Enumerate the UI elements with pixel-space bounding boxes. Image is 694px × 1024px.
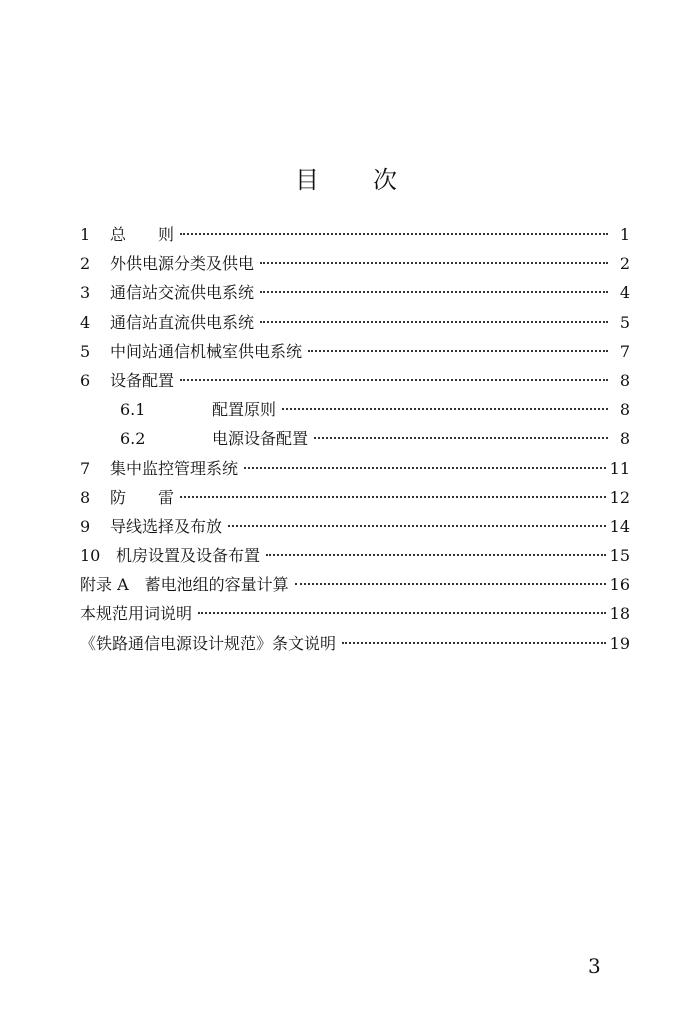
toc-entry-title: 外供电源分类及供电 xyxy=(110,254,255,274)
dot-leader xyxy=(266,554,606,556)
toc-entry-number: 9 xyxy=(80,516,91,536)
toc-entry-number: 4 xyxy=(80,312,91,332)
toc-entry-page: 4 xyxy=(619,283,630,303)
dot-leader xyxy=(260,321,608,323)
toc-entry-1[interactable] xyxy=(80,220,630,249)
toc-entry-title: 中间站通信机械室供电系统 xyxy=(110,341,303,361)
toc-entry-wording-notes[interactable] xyxy=(80,599,630,628)
toc-entry-page: 1 xyxy=(619,225,630,244)
toc-entry-title: 机房设置及设备布置 xyxy=(116,546,261,566)
dot-leader xyxy=(342,642,606,644)
toc-entry-9[interactable] xyxy=(80,512,630,541)
toc-entry-8[interactable] xyxy=(80,483,630,512)
toc-entry-title: 配置原则 xyxy=(212,400,277,420)
toc-entry-title: 《铁路通信电源设计规范》条文说明 xyxy=(80,633,337,653)
toc-entry-10[interactable] xyxy=(80,541,630,570)
toc-entry-page: 7 xyxy=(619,341,630,361)
toc-entry-2[interactable] xyxy=(80,249,630,278)
toc-entry-title: 设备配置 xyxy=(110,370,175,390)
toc-entry-appendix-a[interactable] xyxy=(80,570,630,599)
toc-entry-page: 8 xyxy=(619,400,630,420)
toc-entry-5[interactable] xyxy=(80,337,630,366)
toc-entry-7[interactable] xyxy=(80,454,630,483)
dot-leader xyxy=(308,350,608,352)
toc-entry-4[interactable] xyxy=(80,308,630,337)
toc-entry-number: 6.2 xyxy=(120,429,146,449)
page-number: 3 xyxy=(588,954,601,978)
toc-entry-page: 8 xyxy=(619,370,630,390)
table-of-contents xyxy=(80,220,630,658)
toc-entry-page: 16 xyxy=(609,575,630,595)
toc-entry-number: 8 xyxy=(80,487,91,507)
toc-entry-title: 导线选择及布放 xyxy=(110,516,223,536)
toc-entry-page: 18 xyxy=(609,604,630,624)
toc-entry-3[interactable] xyxy=(80,278,630,307)
toc-entry-number: 5 xyxy=(80,341,91,361)
toc-entry-title: 通信站直流供电系统 xyxy=(110,312,255,332)
toc-entry-title: 集中监控管理系统 xyxy=(110,458,239,478)
toc-entry-title: 电源设备配置 xyxy=(212,429,309,449)
dot-leader xyxy=(180,233,608,235)
toc-entry-number: 7 xyxy=(80,458,91,478)
toc-entry-title: 通信站交流供电系统 xyxy=(110,283,255,303)
toc-entry-title: 总 则 xyxy=(110,225,175,244)
toc-entry-6-1[interactable] xyxy=(80,395,630,424)
toc-entry-title: 防 雷 xyxy=(110,487,175,507)
dot-leader xyxy=(180,496,606,498)
toc-entry-6[interactable] xyxy=(80,366,630,395)
dot-leader xyxy=(260,291,608,293)
toc-entry-page: 15 xyxy=(609,546,630,566)
dot-leader xyxy=(244,467,606,469)
toc-entry-clause-explanation[interactable] xyxy=(80,629,630,658)
page-title: 目 次 xyxy=(295,166,399,194)
toc-entry-page: 8 xyxy=(619,429,630,449)
toc-entry-page: 2 xyxy=(619,254,630,274)
dot-leader xyxy=(198,612,606,614)
dot-leader xyxy=(228,525,606,527)
toc-entry-page: 12 xyxy=(609,487,630,507)
dot-leader xyxy=(180,379,608,381)
toc-entry-page: 14 xyxy=(609,516,630,536)
dot-leader xyxy=(282,408,608,410)
toc-entry-page: 5 xyxy=(619,312,630,332)
dot-leader xyxy=(260,262,608,264)
toc-entry-number: 6 xyxy=(80,370,91,390)
toc-entry-page: 11 xyxy=(609,458,630,478)
toc-entry-number: 6.1 xyxy=(120,400,146,420)
toc-entry-number: 2 xyxy=(80,254,91,274)
dot-leader xyxy=(295,583,606,585)
toc-entry-number: 10 xyxy=(80,546,101,566)
toc-entry-title: 附录 A 蓄电池组的容量计算 xyxy=(80,575,289,595)
toc-entry-number: 3 xyxy=(80,283,91,303)
toc-entry-page: 19 xyxy=(609,633,630,653)
toc-entry-6-2[interactable] xyxy=(80,424,630,453)
toc-entry-number: 1 xyxy=(80,225,91,244)
toc-entry-title: 本规范用词说明 xyxy=(80,604,193,624)
dot-leader xyxy=(314,437,608,439)
